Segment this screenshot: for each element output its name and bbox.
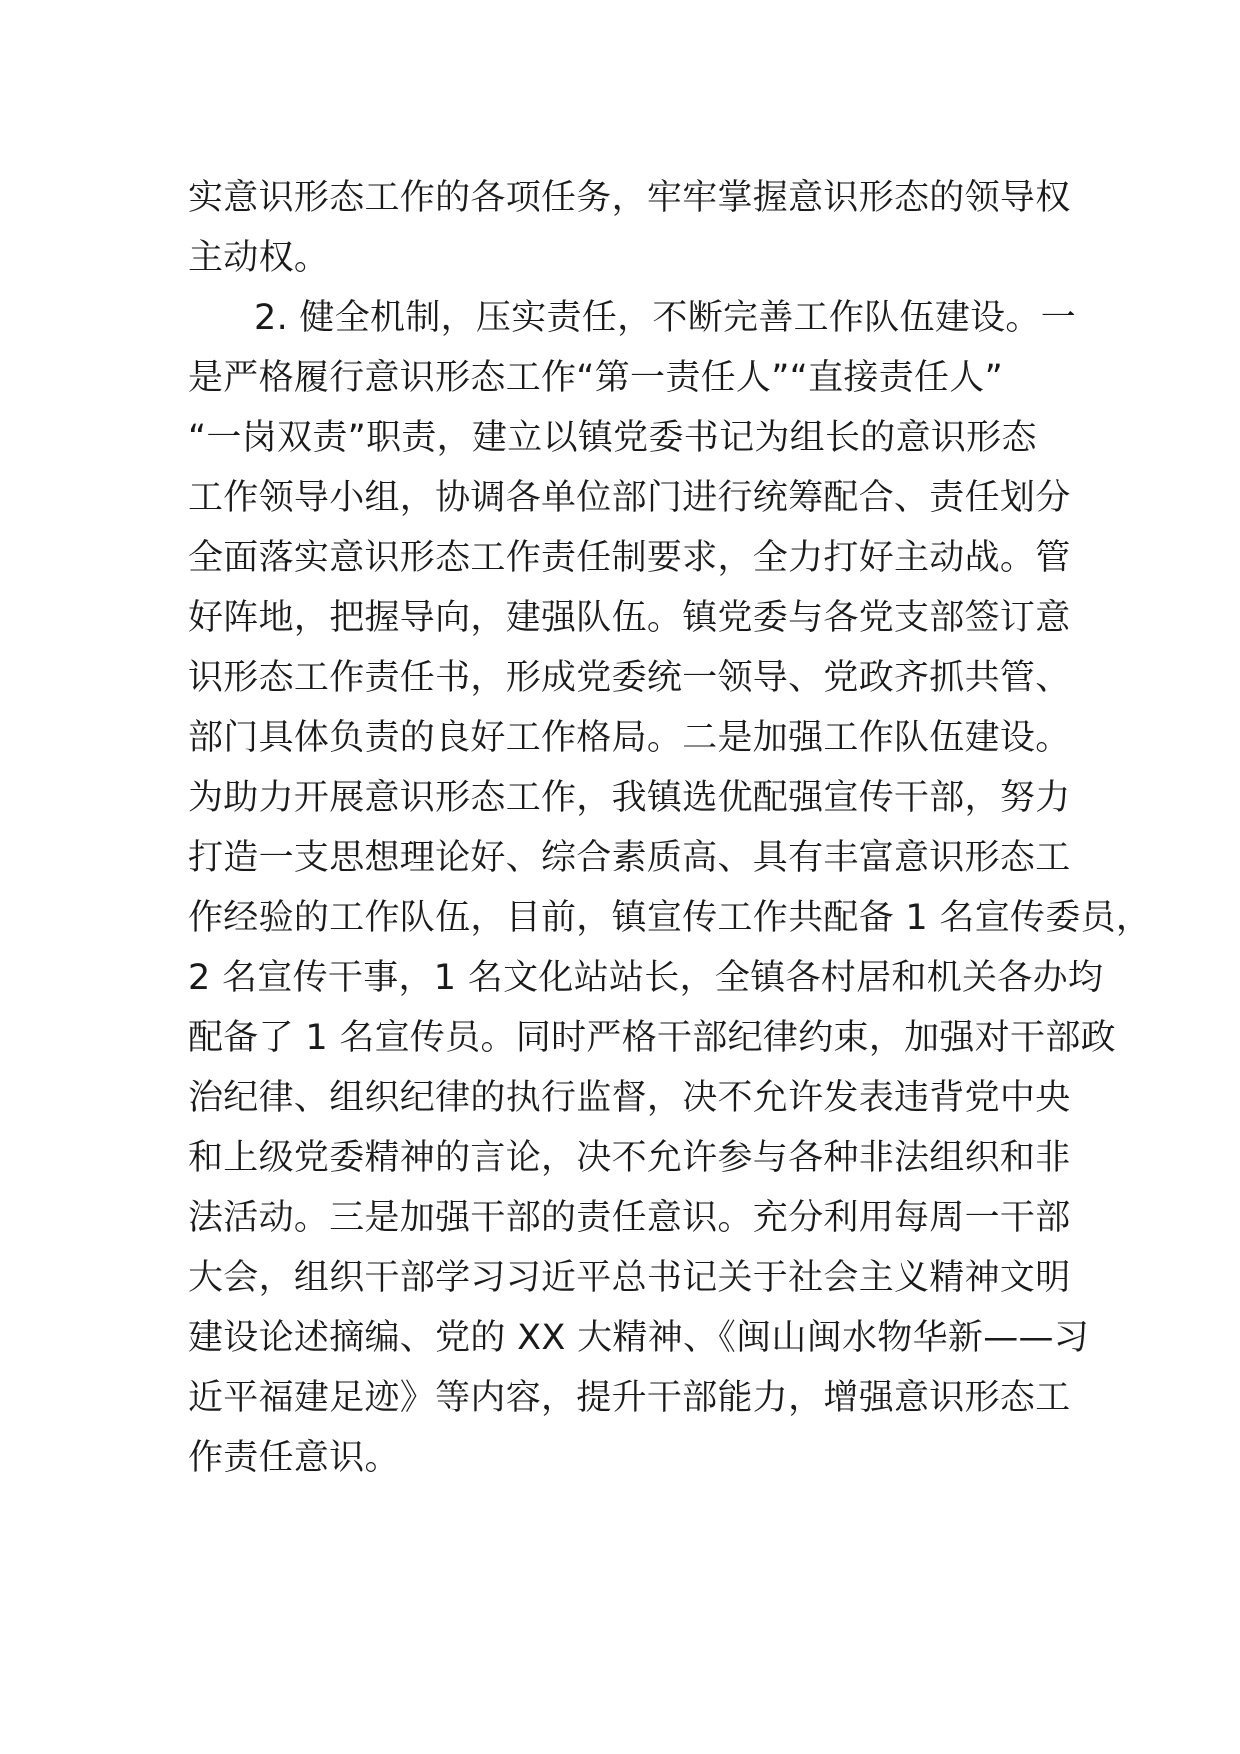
text-line: 和上级党委精神的言论，决不允许参与各种非法组织和非 (188, 1138, 1071, 1178)
text-line: 部门具体负责的良好工作格局。二是加强工作队伍建设。 (188, 718, 1071, 758)
body-text (188, 168, 1152, 1488)
text-line: 配备了 1 名宣传员。同时严格干部纪律约束，加强对干部政 (188, 1018, 1116, 1058)
text-line: 为助力开展意识形态工作，我镇选优配强宣传干部，努力 (188, 778, 1071, 818)
text-line: 主动权。 (188, 238, 330, 278)
text-line: 治纪律、组织纪律的执行监督，决不允许发表违背党中央 (188, 1078, 1071, 1118)
text-line: 作责任意识。 (188, 1438, 400, 1478)
text-line: 打造一支思想理论好、综合素质高、具有丰富意识形态工 (188, 838, 1071, 878)
text-line: 识形态工作责任书，形成党委统一领导、党政齐抓共管、 (188, 658, 1071, 698)
text-line: 是严格履行意识形态工作“第一责任人”“直接责任人” (188, 358, 1004, 398)
text-line: 工作领导小组，协调各单位部门进行统筹配合、责任划分 (188, 478, 1071, 518)
text-line: 2 名宣传干事，1 名文化站站长，全镇各村居和机关各办均 (188, 958, 1104, 998)
text-line: 作经验的工作队伍，目前，镇宣传工作共配备 1 名宣传委员， (188, 898, 1152, 938)
text-line: 建设论述摘编、党的 XX 大精神、《闽山闽水物华新——习 (188, 1318, 1090, 1358)
text-line: “一岗双责”职责，建立以镇党委书记为组长的意识形态 (188, 418, 1037, 458)
text-line: 近平福建足迹》等内容，提升干部能力，增强意识形态工 (188, 1378, 1071, 1418)
text-line: 大会，组织干部学习习近平总书记关于社会主义精神文明 (188, 1258, 1071, 1298)
text-line: 法活动。三是加强干部的责任意识。充分利用每周一干部 (188, 1198, 1071, 1238)
section-heading-line: 2. 健全机制，压实责任，不断完善工作队伍建设。一 (254, 298, 1077, 338)
text-line: 全面落实意识形态工作责任制要求，全力打好主动战。管 (188, 538, 1071, 578)
text-line: 实意识形态工作的各项任务，牢牢掌握意识形态的领导权 (188, 178, 1071, 218)
text-line: 好阵地，把握导向，建强队伍。镇党委与各党支部签订意 (188, 598, 1071, 638)
